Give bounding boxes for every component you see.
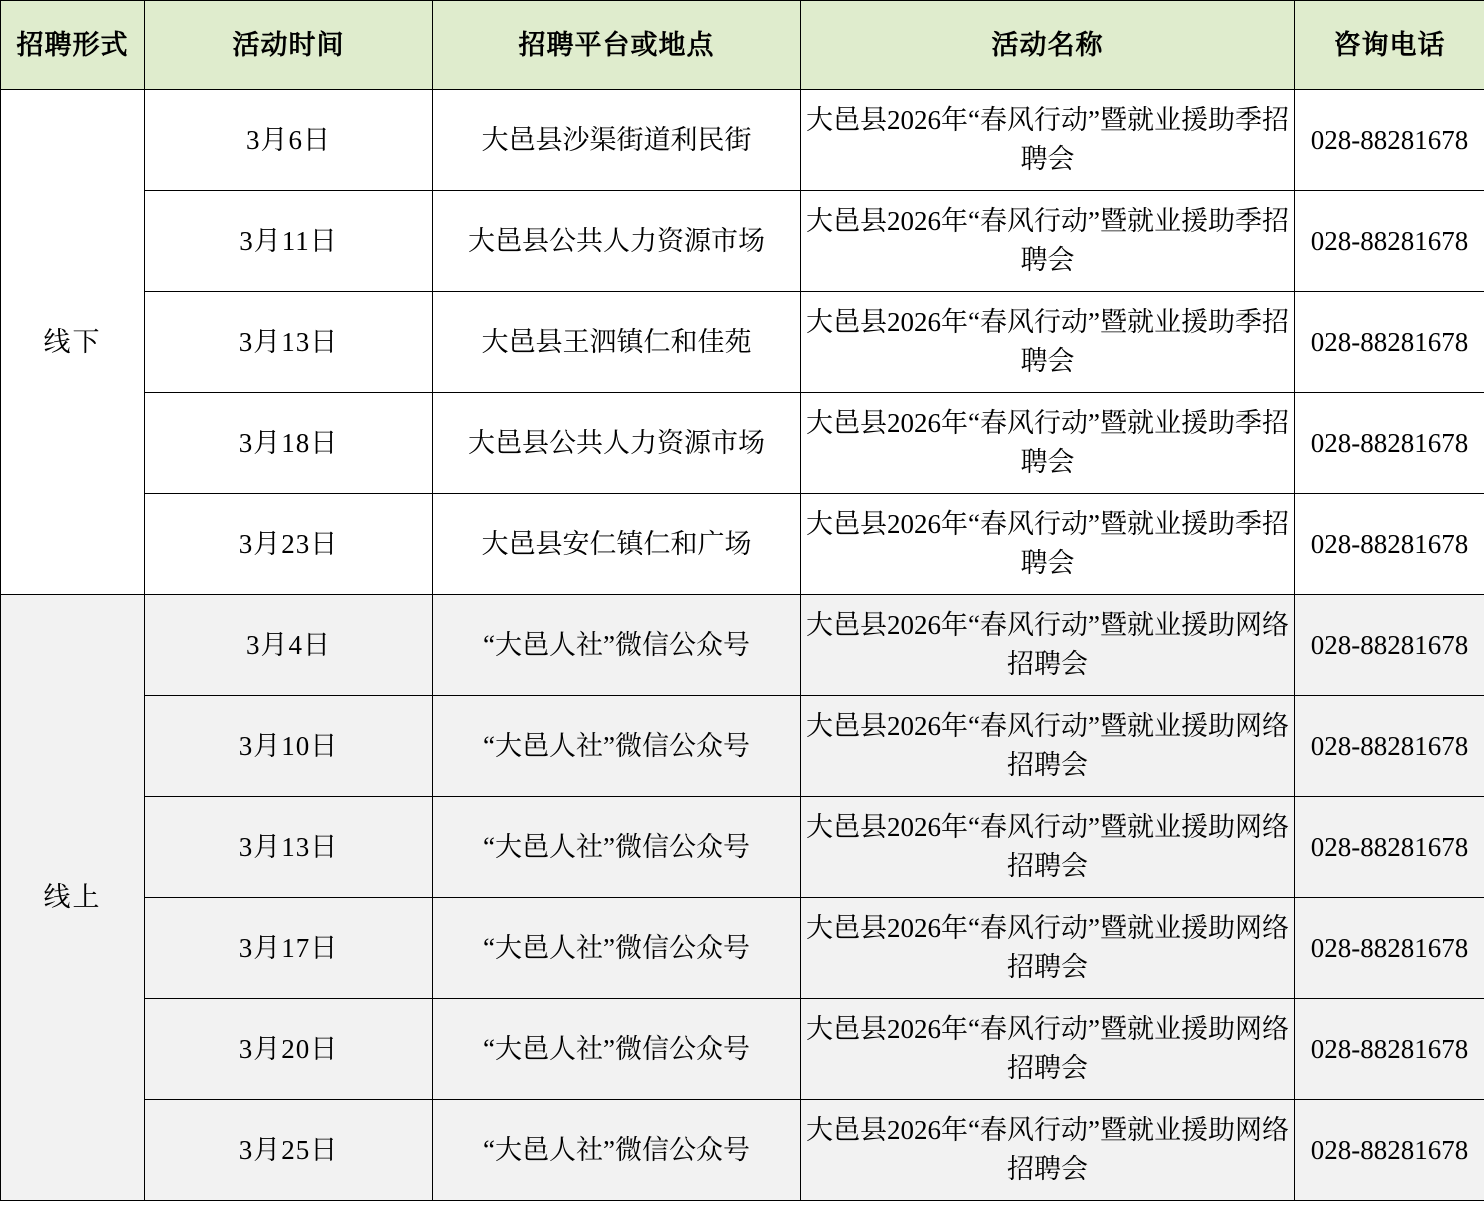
place-cell: 大邑县公共人力资源市场 <box>433 393 801 494</box>
place-cell: “大邑人社”微信公众号 <box>433 595 801 696</box>
activity-name-cell: 大邑县2026年“春风行动”暨就业援助网络招聘会 <box>801 999 1295 1100</box>
phone-cell: 028-88281678 <box>1295 999 1484 1100</box>
time-cell: 3月6日 <box>145 90 433 191</box>
time-cell: 3月18日 <box>145 393 433 494</box>
mode-cell-offline: 线下 <box>1 90 145 595</box>
table-row <box>1 494 1484 595</box>
column-header-place: 招聘平台或地点 <box>433 1 801 90</box>
place-cell: 大邑县王泗镇仁和佳苑 <box>433 292 801 393</box>
time-cell: 3月20日 <box>145 999 433 1100</box>
activity-name-cell: 大邑县2026年“春风行动”暨就业援助网络招聘会 <box>801 898 1295 999</box>
activity-name-cell: 大邑县2026年“春风行动”暨就业援助季招聘会 <box>801 292 1295 393</box>
activity-name-cell: 大邑县2026年“春风行动”暨就业援助季招聘会 <box>801 191 1295 292</box>
phone-cell: 028-88281678 <box>1295 1100 1484 1201</box>
activity-name-cell: 大邑县2026年“春风行动”暨就业援助季招聘会 <box>801 90 1295 191</box>
time-cell: 3月17日 <box>145 898 433 999</box>
table-header <box>1 1 1484 90</box>
table-row <box>1 393 1484 494</box>
column-header-phone: 咨询电话 <box>1295 1 1484 90</box>
table-row <box>1 292 1484 393</box>
time-cell: 3月23日 <box>145 494 433 595</box>
table-row <box>1 191 1484 292</box>
time-cell: 3月25日 <box>145 1100 433 1201</box>
time-cell: 3月10日 <box>145 696 433 797</box>
table-row <box>1 90 1484 191</box>
phone-cell: 028-88281678 <box>1295 494 1484 595</box>
table-row <box>1 797 1484 898</box>
column-header-activity-name: 活动名称 <box>801 1 1295 90</box>
phone-cell: 028-88281678 <box>1295 393 1484 494</box>
phone-cell: 028-88281678 <box>1295 797 1484 898</box>
place-cell: “大邑人社”微信公众号 <box>433 797 801 898</box>
table-row <box>1 999 1484 1100</box>
activity-name-cell: 大邑县2026年“春风行动”暨就业援助季招聘会 <box>801 393 1295 494</box>
header-row <box>1 1 1484 90</box>
table-row <box>1 898 1484 999</box>
column-header-mode: 招聘形式 <box>1 1 145 90</box>
phone-cell: 028-88281678 <box>1295 696 1484 797</box>
column-header-time: 活动时间 <box>145 1 433 90</box>
mode-cell-online: 线上 <box>1 595 145 1201</box>
table-body <box>1 90 1484 1201</box>
activity-name-cell: 大邑县2026年“春风行动”暨就业援助季招聘会 <box>801 494 1295 595</box>
table-row <box>1 696 1484 797</box>
phone-cell: 028-88281678 <box>1295 898 1484 999</box>
place-cell: “大邑人社”微信公众号 <box>433 898 801 999</box>
phone-cell: 028-88281678 <box>1295 292 1484 393</box>
activity-name-cell: 大邑县2026年“春风行动”暨就业援助网络招聘会 <box>801 595 1295 696</box>
place-cell: “大邑人社”微信公众号 <box>433 999 801 1100</box>
phone-cell: 028-88281678 <box>1295 595 1484 696</box>
time-cell: 3月4日 <box>145 595 433 696</box>
time-cell: 3月13日 <box>145 292 433 393</box>
table-row <box>1 595 1484 696</box>
place-cell: 大邑县安仁镇仁和广场 <box>433 494 801 595</box>
activity-name-cell: 大邑县2026年“春风行动”暨就业援助网络招聘会 <box>801 696 1295 797</box>
place-cell: 大邑县沙渠街道利民街 <box>433 90 801 191</box>
place-cell: “大邑人社”微信公众号 <box>433 1100 801 1201</box>
activity-name-cell: 大邑县2026年“春风行动”暨就业援助网络招聘会 <box>801 1100 1295 1201</box>
phone-cell: 028-88281678 <box>1295 191 1484 292</box>
time-cell: 3月13日 <box>145 797 433 898</box>
table-row <box>1 1100 1484 1201</box>
place-cell: 大邑县公共人力资源市场 <box>433 191 801 292</box>
time-cell: 3月11日 <box>145 191 433 292</box>
activity-name-cell: 大邑县2026年“春风行动”暨就业援助网络招聘会 <box>801 797 1295 898</box>
place-cell: “大邑人社”微信公众号 <box>433 696 801 797</box>
phone-cell: 028-88281678 <box>1295 90 1484 191</box>
